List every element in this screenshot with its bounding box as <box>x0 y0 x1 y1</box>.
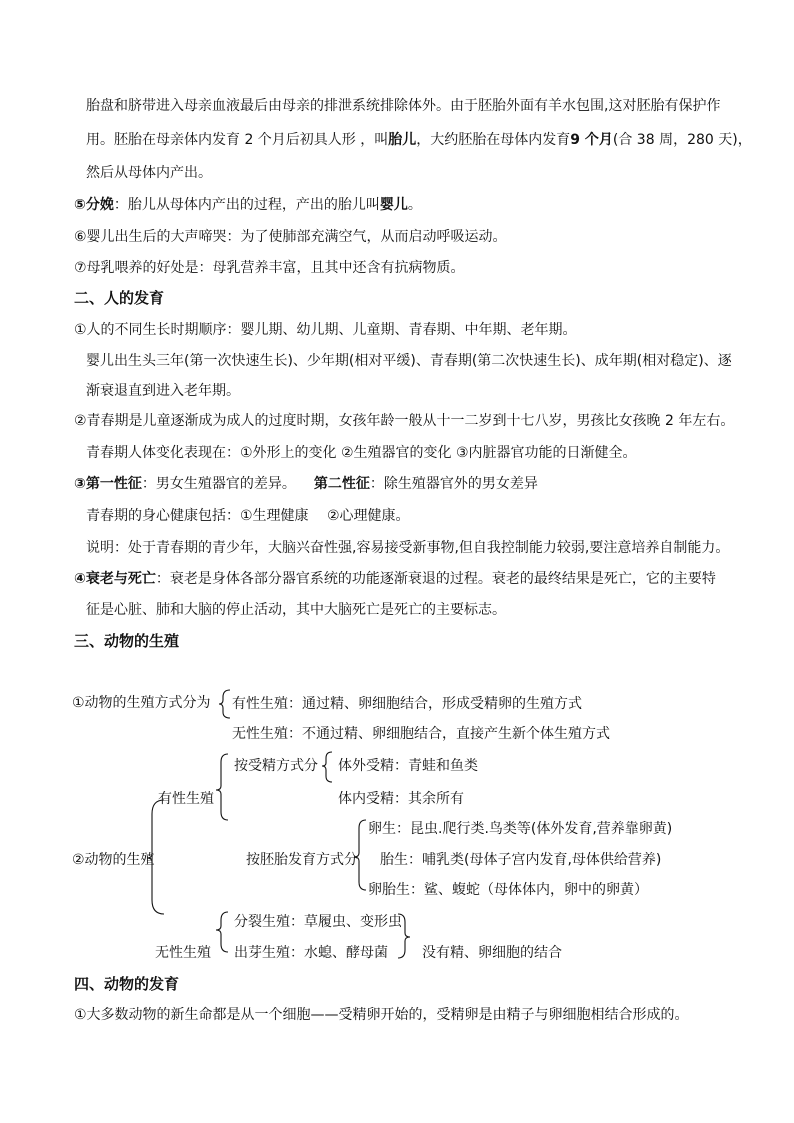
para-line: ③第一性征：男女生殖器官的差异。 第二性征：除生殖器官外的男女差异 <box>74 476 538 492</box>
para-line: ①人的不同生长时期顺序：婴儿期、幼儿期、儿童期、青春期、中年期、老年期。 <box>74 322 577 338</box>
para-line: 婴儿出生头三年(第一次快速生长)、少年期(相对平缓)、青春期(第二次快速生长)、成年期(相对稳定)、逐 <box>86 353 732 369</box>
diagram-node: 按受精方式分 <box>234 758 318 774</box>
section-title: 三、动物的生殖 <box>74 632 180 650</box>
item-breastfeeding: ⑦母乳喂养的好处是：母乳营养丰富，且其中还含有抗病物质。 <box>74 260 465 276</box>
para-line: 征是心脏、肺和大脑的停止活动，其中大脑死亡是死亡的主要标志。 <box>86 602 506 618</box>
diagram-node: 无性生殖 <box>155 945 211 961</box>
brace <box>147 800 164 914</box>
diagram-node: 卵胎生：鲨、蝮蛇（母体体内，卵中的卵黄） <box>368 882 648 898</box>
diagram-label: ①动物的生殖方式分为 <box>72 695 211 711</box>
brace <box>219 690 230 718</box>
section-title: 二、人的发育 <box>74 289 165 307</box>
diagram-node: 分裂生殖：草履虫、变形虫 <box>234 914 402 930</box>
diagram-node: 胎生：哺乳类(母体子宫内发育,母体供给营养) <box>380 852 662 868</box>
diagram-node: 没有精、卵细胞的结合 <box>422 945 562 961</box>
brace <box>398 914 410 958</box>
para-line: 青春期人体变化表现在：①外形上的变化 ②生殖器官的变化 ③内脏器官功能的日渐健全。 <box>86 445 637 461</box>
para-line: ①大多数动物的新生命都是从一个细胞——受精卵开始的，受精卵是由精子与卵细胞相结合形成的。 <box>74 1007 689 1023</box>
diagram-node: 有性生殖：通过精、卵细胞结合，形成受精卵的生殖方式 <box>232 696 582 712</box>
para-line: 说明：处于青春期的青少年，大脑兴奋性强,容易接受新事物,但自我控制能力较弱,要注意培养自制能力。 <box>86 540 730 556</box>
para-line: 用。胚胎在母亲体内发育 2 个月后初具人形 ，叫胎儿，大约胚胎在母体内发育9 个月(合 38 周，280 天)， <box>86 132 752 148</box>
brace <box>216 912 228 952</box>
section-title: 四、动物的发育 <box>74 975 180 993</box>
diagram-label: ②动物的生殖 <box>72 852 155 868</box>
para-line: ④衰老与死亡：衰老是身体各部分器官系统的功能逐渐衰退的过程。衰老的最终结果是死亡，它的主要特 <box>74 571 716 587</box>
para-line: 然后从母体内产出。 <box>86 165 212 181</box>
diagram-node: 按胚胎发育方式分 <box>246 852 358 868</box>
diagram-node: 卵生：昆虫.爬行类.鸟类等(体外发育,营养靠卵黄) <box>368 821 673 837</box>
item-delivery: ⑤分娩：胎儿从母体内产出的过程，产出的胎儿叫婴儿。 <box>74 197 422 213</box>
diagram-node: 有性生殖 <box>158 791 214 807</box>
diagram-node: 无性生殖：不通过精、卵细胞结合，直接产生新个体生殖方式 <box>232 726 610 742</box>
diagram-node: 体内受精：其余所有 <box>338 791 464 807</box>
diagram-node: 出芽生殖：水螅、酵母菌 <box>234 945 388 961</box>
brace <box>322 752 332 782</box>
para-line: 胎盘和脐带进入母亲血液最后由母亲的排泄系统排除体外。由于胚胎外面有羊水包围,这对胚胎有保护作 <box>86 98 721 114</box>
brace <box>354 820 366 890</box>
diagram-node: 体外受精：青蛙和鱼类 <box>338 758 478 774</box>
para-line: 渐衰退直到进入老年期。 <box>86 383 240 399</box>
para-line: 青春期的身心健康包括：①生理健康 ②心理健康。 <box>86 508 410 524</box>
para-line: ②青春期是儿童逐渐成为成人的过度时期，女孩年龄一般从十一二岁到十七八岁，男孩比女孩晚 2 年左右。 <box>74 413 735 429</box>
brace <box>216 754 228 820</box>
item-crying: ⑥婴儿出生后的大声啼哭：为了使肺部充满空气，从而启动呼吸运动。 <box>74 229 507 245</box>
